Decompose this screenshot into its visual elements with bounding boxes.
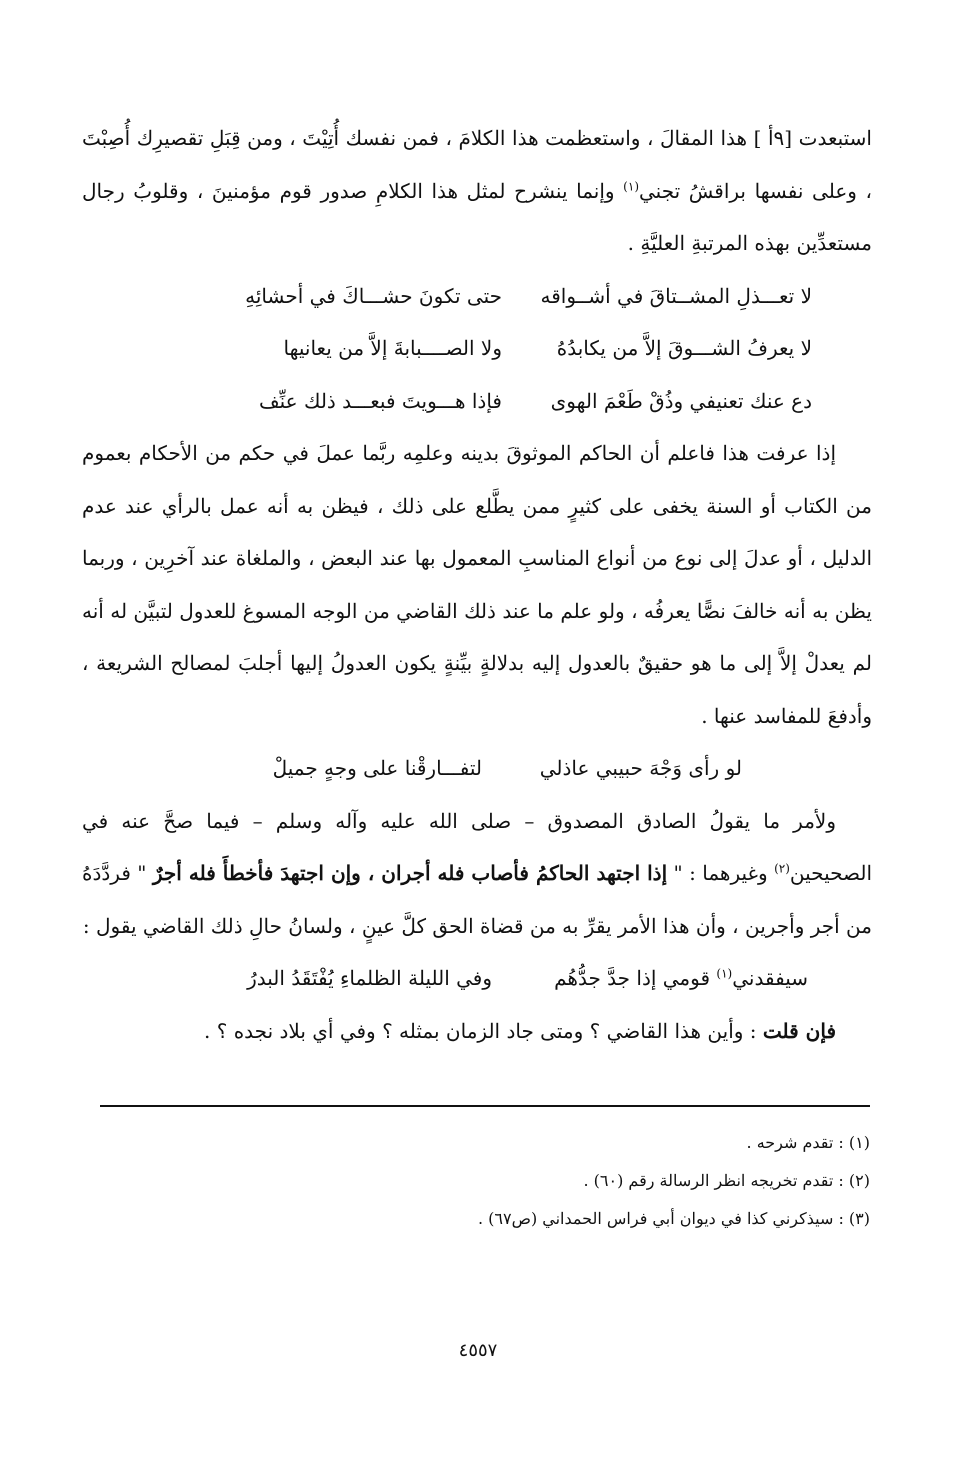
verse-3-second-hemistich: فإذا هـــويتَ فبعـــد ذلك عنِّف <box>258 388 502 413</box>
hadith-quote: إذا اجتهد الحاكمُ فأصاب فله أجران ، وإن اجتهدَ فأخطأَ فله أجرٌ <box>152 861 668 885</box>
verse-row-5 <box>82 952 872 1005</box>
page-number: ٤٥٥٧ <box>458 1340 498 1361</box>
verse-4-second-hemistich: لتفـــارقْنا على وجهٍ جميلْ <box>272 756 482 780</box>
footnote-3: (٣) : سيذكرني كذا في ديوان أبي فراس الحمداني (ص٦٧) . <box>477 1209 870 1228</box>
footnote-1: (١) : تقدم شرحه . <box>746 1133 870 1152</box>
verse-row-4 <box>82 742 872 795</box>
footnote-ref-3: (١) <box>716 966 733 981</box>
verse-5-first-word: سيفقدني <box>732 966 808 990</box>
footnote-2: (٢) : تقدم تخريجه انظر الرسالة رقم (٦٠) . <box>583 1171 870 1190</box>
footnote-ref-1: (١) <box>623 178 639 193</box>
paragraph-2: إذا عرفت هذا فاعلم أن الحاكم الموثوقَ بدينه وعلمِه ربَّما عملَ في حكم من الأحكام بعموم من الكتاب أو السنة يخفى على كثيرٍ ممن يطَّلع على ذلك ، فيظن به أنه عمل بالرأي عند عدم الدليل ، أو عدلَ إلى نوع من أنواع المناسبِ المعمول بها عند البعض ، والملغاة عند آخرِين ، وربما يظن به أنه خالفَ نصًّا يعرفُه ، ولو علم ما عند ذلك القاضي من الوجه المسوغ للعدول لتبيَّن له أنه لم يعدلْ إلاَّ إلى ما هو حقيقٌ بالعدول إليه بدلالةٍ بيِّنةٍ يكون العدولُ إليها أجلبَ لمصالح الشريعة ، وأدفعَ للمفاسد عنها . <box>82 441 872 728</box>
verse-row-1 <box>82 270 872 323</box>
paragraph-3 <box>82 795 872 953</box>
verse-2-second-hemistich: ولا الصــــبابةَ إلاَّ من يعانيها <box>283 336 502 360</box>
paragraph-4 <box>82 1005 872 1058</box>
verse-row-2 <box>82 322 872 375</box>
paragraph-1 <box>82 112 872 270</box>
footnotes <box>100 1124 870 1238</box>
paragraph-3-text-a: ولأمر ما يقولُ الصادق المصدوق – صلى الله عليه وآله وسلم – فيما صحَّ عنه في الصحيحين <box>82 808 873 885</box>
paragraph-3-text-b: وغيرهما : " <box>667 861 775 885</box>
verse-3-first-hemistich: دع عنك تعنيفي وذُقْ طَعْمَ الهوى <box>550 388 812 413</box>
verse-row-3 <box>82 375 872 428</box>
paragraph-4-text: : وأين هذا القاضي ؟ ومتى جاد الزمان بمثله ؟ وفي أي بلاد نجده ؟ . <box>204 1018 763 1043</box>
main-text <box>82 112 872 1057</box>
if-you-say-label: فإن قلت <box>762 1018 836 1043</box>
paragraph-1-text: استبعدت [٩أ ] هذا المقالَ ، واستعظمت هذا الكلامَ ، فمن نفسك أُتِيْتَ ، ومن قِبَلِ تقصيرِك أُصِبْتَ ، وعلى نفسها براقشُ تجني <box>82 126 872 203</box>
verse-4-first-hemistich: لو رأى وَجْهَ حبيبي عاذلي <box>539 756 742 780</box>
footnote-ref-2: (٢) <box>774 861 790 876</box>
paragraph-3-text-c: " فردَّدَهُ من أجر وأجرين ، وأن هذا الأمر يقرِّ به من قضاة الحق كلَّ عينٍ ، ولسانُ حالِ ذلك القاضي يقول : <box>82 861 872 938</box>
verse-5-second-hemistich: وفي الليلة الظلماءِ يُفْتَقَدُ البدرُ <box>247 966 492 990</box>
verse-5-first-hemistich <box>492 952 872 1005</box>
verse-1-second-hemistich: حتى تكونَ حشـــاكَ في أحشائِهِ <box>245 283 502 308</box>
paragraph-1-rest: وإنما ينشرح لمثل هذا الكلامِ صدور قوم مؤمنينَ ، وقلوبُ رجال مستعدِّين بهذه المرتبةِ العليَّةِ . <box>82 178 872 255</box>
verse-2-first-hemistich: لا يعرفُ الشـــوقَ إلاَّ من يكابدُهُ <box>556 336 812 360</box>
verse-1-first-hemistich: لا تعـــذلِ المشــتاقَ في أشــواقه <box>540 283 812 308</box>
footnote-divider <box>100 1105 870 1107</box>
verse-5-first-rest: قومي إذا جدَّ جدُّهُم <box>554 966 717 990</box>
